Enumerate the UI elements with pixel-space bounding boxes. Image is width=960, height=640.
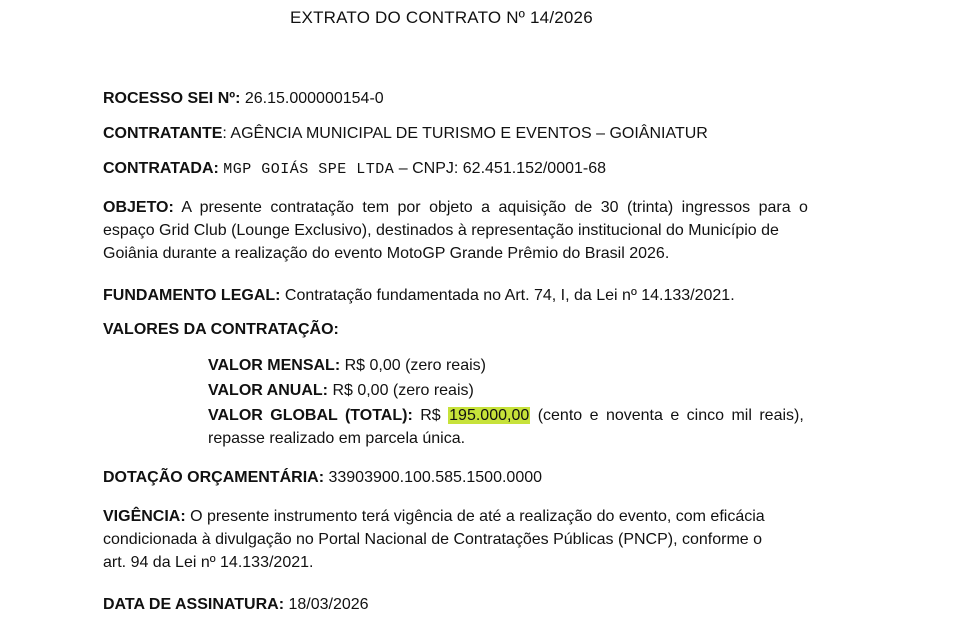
valor-anual-label: VALOR ANUAL:	[208, 382, 328, 399]
valor-global-line-2: repasse realizado em parcela única.	[208, 430, 466, 447]
valor-anual-row	[208, 379, 923, 402]
valores-heading	[103, 318, 923, 341]
contratada-label: CONTRATADA:	[103, 160, 219, 177]
vigencia-line-2: condicionada à divulgação no Portal Nacional de Contratações Públicas (PNCP), conforme o	[103, 531, 763, 548]
contratante-value: : AGÊNCIA MUNICIPAL DE TURISMO E EVENTOS – GOIÂNIATUR	[222, 125, 708, 142]
objeto-line-2: espaço Grid Club (Lounge Exclusivo), destinados à representação institucional do Município de	[103, 222, 779, 239]
vigencia-line-3: art. 94 da Lei nº 14.133/2021.	[103, 554, 314, 571]
objeto-line-3: Goiânia durante a realização do evento MotoGP Grande Prêmio do Brasil 2026.	[103, 245, 670, 262]
vigencia-line-1: O presente instrumento terá vigência de até a realização do evento, com eficácia	[190, 508, 765, 525]
assinatura-row	[103, 593, 923, 616]
processo-row	[103, 87, 923, 110]
contratante-row	[103, 122, 923, 145]
document-title: EXTRATO DO CONTRATO Nº 14/2026	[290, 8, 593, 27]
objeto-block	[103, 196, 923, 265]
objeto-line-1: A presente contratação tem por objeto a aquisição de 30 (trinta) ingressos para o	[181, 199, 808, 216]
processo-label: ROCESSO SEI Nº:	[103, 90, 241, 107]
valores-label: VALORES DA CONTRATAÇÃO:	[103, 321, 339, 338]
dotacao-label: DOTAÇÃO ORÇAMENTÁRIA:	[103, 469, 325, 486]
dotacao-value: 33903900.100.585.1500.0000	[328, 469, 543, 486]
valor-anual-value: R$ 0,00 (zero reais)	[332, 382, 474, 399]
valor-mensal-value: R$ 0,00 (zero reais)	[344, 357, 486, 374]
contratante-label: CONTRATANTE	[103, 125, 223, 142]
processo-value: 26.15.000000154-0	[244, 90, 384, 107]
valor-mensal-row	[208, 354, 923, 377]
valor-global-currency: R$	[420, 407, 441, 424]
valor-mensal-label: VALOR MENSAL:	[208, 357, 341, 374]
contratada-company: MGP GOIÁS SPE LTDA	[223, 161, 395, 178]
vigencia-label: VIGÊNCIA:	[103, 508, 186, 525]
assinatura-label: DATA DE ASSINATURA:	[103, 596, 285, 613]
vigencia-block	[103, 505, 923, 574]
fundamento-row	[103, 284, 923, 307]
valor-global-label: VALOR GLOBAL (TOTAL):	[208, 407, 413, 424]
fundamento-label: FUNDAMENTO LEGAL:	[103, 287, 281, 304]
valor-global-extenso: (cento e noventa e cinco mil reais),	[537, 407, 804, 424]
valor-global-amount-highlighted: 195.000,00	[449, 407, 530, 424]
contratada-cnpj: – CNPJ: 62.451.152/0001-68	[398, 160, 607, 177]
assinatura-value: 18/03/2026	[288, 596, 369, 613]
fundamento-value: Contratação fundamentada no Art. 74, I, da Lei nº 14.133/2021.	[284, 287, 735, 304]
contratada-row	[103, 157, 923, 181]
valor-global-block	[208, 404, 923, 450]
dotacao-row	[103, 466, 923, 489]
objeto-label: OBJETO:	[103, 199, 174, 216]
